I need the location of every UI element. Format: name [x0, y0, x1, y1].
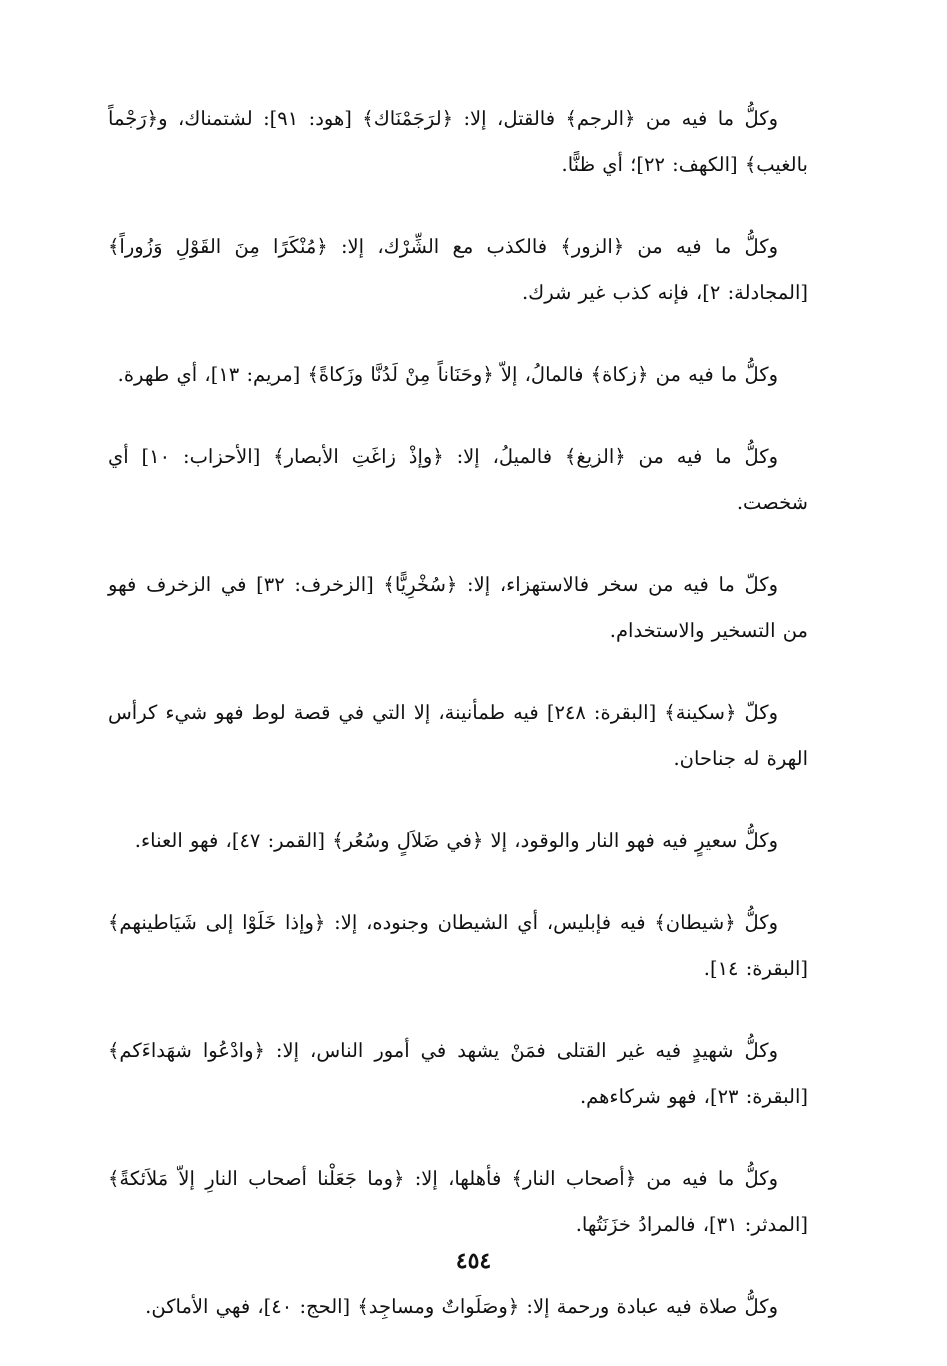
- paragraph-rajm: وكلُّ ما فيه من ﴿الرجم﴾ فالقتل، إلا: ﴿لرَجَمْنَاك﴾ [هود: ٩١]: لشتمناك، و﴿رَجْماً بالغيب﴾ [الكهف: ٢٢]؛ أي ظنًّا.: [108, 107, 808, 176]
- paragraph-zakat: وكلُّ ما فيه من ﴿زكاة﴾ فالمالُ، إلاّ ﴿وحَنَاناً مِنْ لَدُنَّا وزَكاةً﴾ [مريم: ١٣]، أي طهرة.: [117, 363, 778, 386]
- paragraph-shaytan: وكلُّ ﴿شيطان﴾ فيه فإبليس، أي الشيطان وجنوده، إلا: ﴿وإذا خَلَوْا إلى شَيَاطينهم﴾ [البقرة: ١٤].: [108, 911, 808, 980]
- page-number: ٤٥٤: [455, 1248, 492, 1274]
- paragraph-saeer: وكلُّ سعيرٍ فيه فهو النار والوقود، إلا ﴿في ضَلاَلٍ وسُعُر﴾ [القمر: ٤٧]، فهو العناء.: [134, 829, 778, 852]
- paragraph-sakhar: وكلّ ما فيه من سخر فالاستهزاء، إلا: ﴿سُخْرِيًّا﴾ [الزخرف: ٣٢] في الزخرف فهو من التسخير والاستخدام.: [108, 573, 808, 642]
- paragraph-zaygh: وكلُّ ما فيه من ﴿الزيغ﴾ فالميلُ، إلا: ﴿وإذْ زاغَتِ الأبصار﴾ [الأحزاب: ١٠] أي شخصت.: [108, 445, 808, 514]
- paragraph-ashab-alnar: وكلُّ ما فيه من ﴿أصحاب النار﴾ فأهلها، إلا: ﴿وما جَعَلْنا أصحاب النارِ إلاّ مَلاَئكةً﴾ [المدثر: ٣١]، فالمرادُ خزَنَتُها.: [108, 1167, 808, 1236]
- paragraph-shaheed: وكلُّ شهيدٍ فيه غير القتلى فمَنْ يشهد في أمور الناس، إلا: ﴿وادْعُوا شهَداءَكم﴾ [البقرة: ٢٣]، فهو شركاءهم.: [108, 1039, 808, 1108]
- paragraph-sakina: وكلّ ﴿سكينة﴾ [البقرة: ٢٤٨] فيه طمأنينة، إلا التي في قصة لوط فهو شيء كرأس الهرة له جناحان.: [108, 701, 808, 770]
- page-body: [108, 96, 808, 1366]
- paragraph-zur: وكلُّ ما فيه من ﴿الزور﴾ فالكذب مع الشِّرْك، إلا: ﴿مُنْكَرًا مِنَ القَوْلِ وَزُوراً﴾ [المجادلة: ٢]، فإنه كذب غير شرك.: [108, 235, 808, 304]
- paragraph-salat: وكلُّ صلاة فيه عبادة ورحمة إلا: ﴿وصَلَواتٌ ومساجِد﴾ [الحج: ٤٠]، فهي الأماكن.: [145, 1295, 778, 1318]
